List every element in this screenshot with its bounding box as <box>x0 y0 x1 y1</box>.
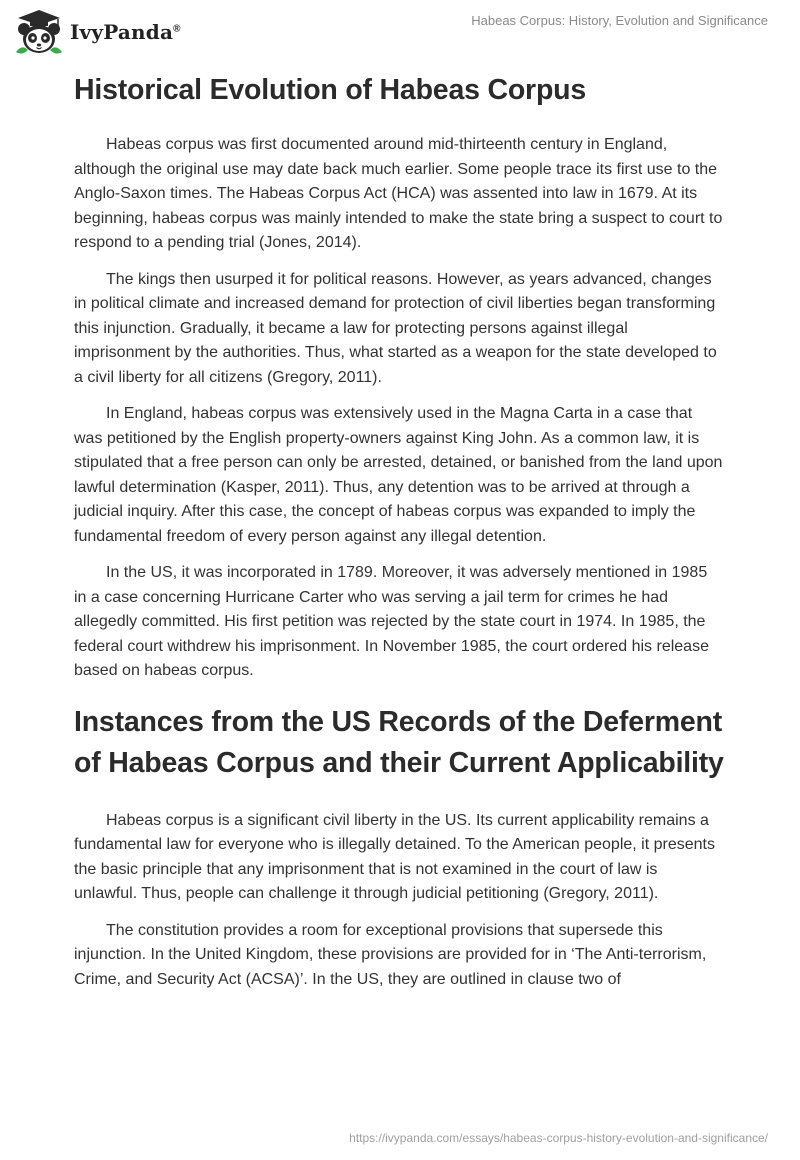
page-header <box>0 0 800 60</box>
paragraph: The constitution provides a room for exceptional provisions that supersede this injunction. In the United Kingdom, these provisions are provided for in ‘The Anti-terrorism, Crime, and Security Act (ACSA)’. In the US, they are outlined in clause two of <box>74 921 707 988</box>
brand-name: IvyPanda® <box>70 20 181 44</box>
paragraph: The kings then usurped it for political reasons. However, as years advanced, changes in political climate and increased demand for protection of civil liberties began transforming this injunction. Gradually, it became a law for protecting persons against illegal imprisonment by the authorities. Thus, what started as a weapon for the state developed to a civil liberty for all citizens (Gregory, 2011). <box>74 270 717 386</box>
source-url-link[interactable]: https://ivypanda.com/essays/habeas-corpus-history-evolution-and-significance/ <box>349 1131 768 1145</box>
paragraph: In England, habeas corpus was extensively used in the Magna Carta in a case that was petitioned by the English property-owners against King John. As a common law, it is stipulated that a free person can only be arrested, detained, or banished from the land upon lawful determination (Kasper, 2011). Thus, any detention was to be arrived at through a judicial inquiry. After this case, the concept of habeas corpus was expanded to imply the fundamental freedom of every person against any illegal detention. <box>74 405 723 545</box>
brand-logo[interactable] <box>14 8 181 56</box>
section-heading: Historical Evolution of Habeas Corpus <box>74 74 587 106</box>
paragraph: In the US, it was incorporated in 1789. Moreover, it was adversely mentioned in 1985 in a case concerning Hurricane Carter who was serving a jail term for crimes he had allegedly committed. His first petition was rejected by the state court in 1974. In 1985, the federal court withdrew his imprisonment. In November 1985, the court ordered his release based on habeas corpus. <box>74 564 709 679</box>
document-title: Habeas Corpus: History, Evolution and Significance <box>471 13 768 28</box>
article-body <box>74 72 724 1004</box>
paragraph: Habeas corpus is a significant civil liberty in the US. Its current applicability remains a fundamental law for everyone who is illegally detained. To the American people, it presents the basic principle that any imprisonment that is not examined in the court of law is unlawful. Thus, people can challenge it through judicial petitioning (Gregory, 2011). <box>74 811 715 902</box>
paragraph: Habeas corpus was first documented around mid-thirteenth century in England, although the original use may date back much earlier. Some people trace its first use to the Anglo-Saxon times. The Habeas Corpus Act (HCA) was assented into law in 1679. At its beginning, habeas corpus was mainly intended to make the state bring a suspect to court to respond to a pending trial (Jones, 2014). <box>74 136 723 251</box>
panda-logo-icon <box>14 8 64 56</box>
section-heading: Instances from the US Records of the Deferment of Habeas Corpus and their Current Applicability <box>74 705 724 779</box>
